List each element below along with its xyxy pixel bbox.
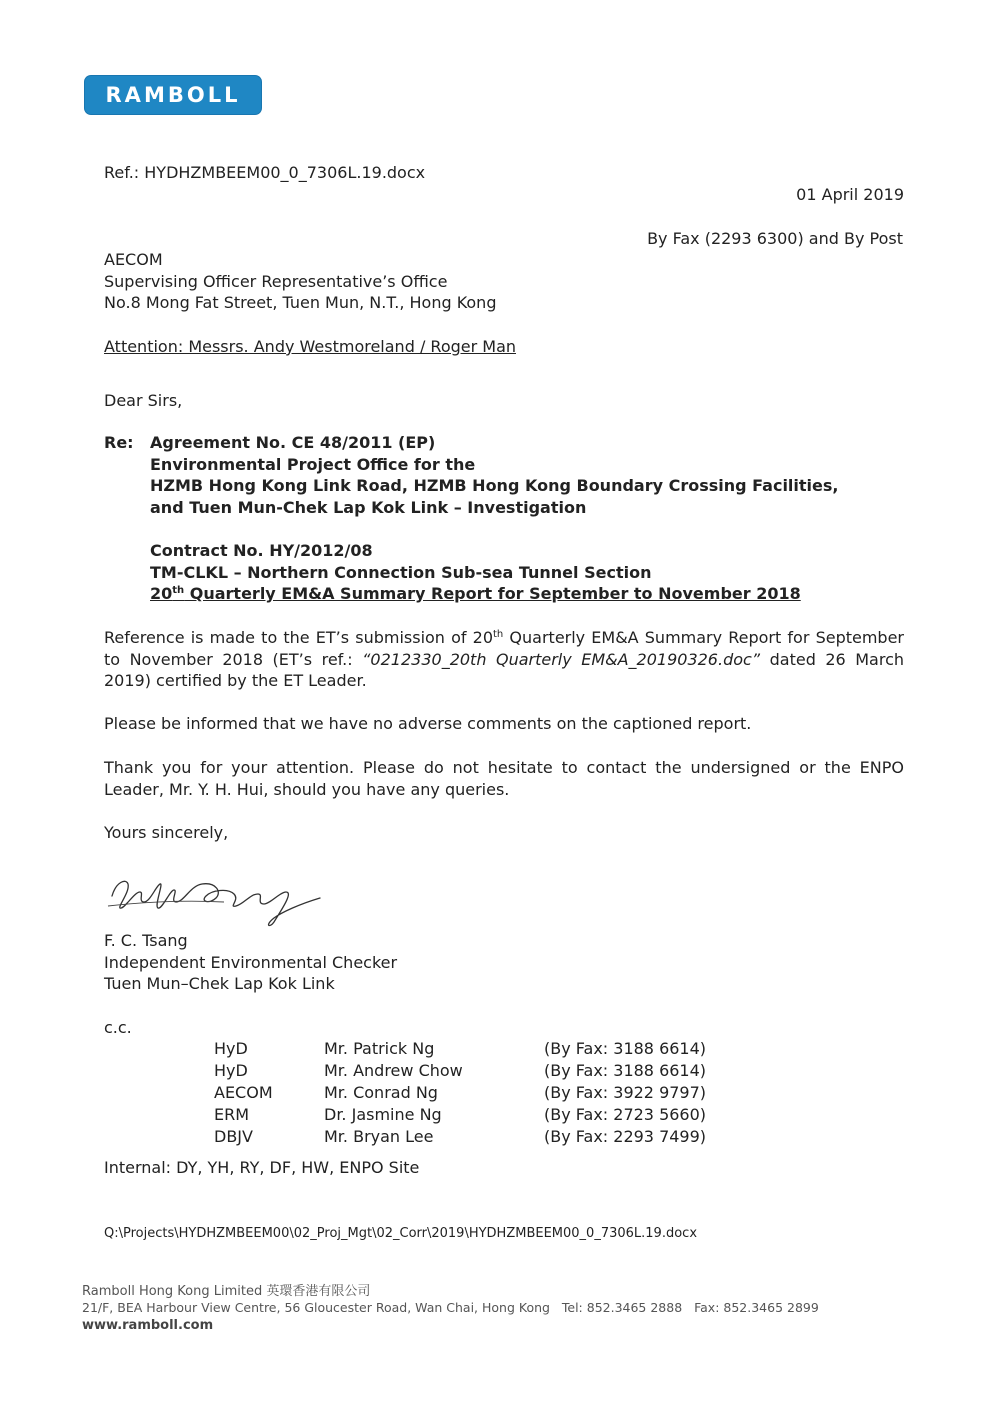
cc-org: AECOM [214,1083,273,1102]
cc-person: Mr. Andrew Chow [324,1061,463,1080]
ramboll-logo [85,76,261,114]
cc-org: HyD [214,1039,248,1058]
addressee-address: No.8 Mong Fat Street, Tuen Mun, N.T., Hong Kong [104,293,497,312]
body-paragraph-2: Please be informed that we have no adverse comments on the captioned report. [104,714,752,733]
signatory-title: Independent Environmental Checker [104,952,398,972]
re-label: Re: [104,433,134,452]
signatory-name: F. C. Tsang [104,931,188,950]
footer-address: 21/F, BEA Harbour View Centre, 56 Gloucester Road, Wan Chai, Hong Kong [82,1300,550,1315]
internal-distribution: Internal: DY, YH, RY, DF, HW, ENPO Site [104,1158,420,1177]
closing: Yours sincerely, [104,823,229,842]
cc-fax: (By Fax: 3922 9797) [544,1083,707,1102]
contract-block [150,540,801,605]
cc-person: Dr. Jasmine Ng [324,1105,442,1124]
subject-line-2: Environmental Project Office for the [150,454,476,474]
contract-number: Contract No. HY/2012/08 [150,541,373,560]
subject-line-3: HZMB Hong Kong Link Road, HZMB Hong Kong Boundary Crossing Facilities, [150,476,839,495]
addressee-org: AECOM [104,250,163,269]
report-number: 20 [150,584,173,603]
cc-label: c.c. [104,1018,132,1037]
footer-tel: Tel: 852.3465 2888 [561,1300,683,1315]
subject-line-1: Agreement No. CE 48/2011 (EP) [150,433,436,452]
body-paragraph-1: Reference is made to the ET’s submission of 20th Quarterly EM&A Summary Report for September to November 2018 (ET’s ref.: “0212330_20th Quarterly EM&A_20190326.doc” dated 26 March 2019) certified by the ET Leader. [104,628,905,690]
subject-line-4: and Tuen Mun-Chek Lap Kok Link – Investigation [150,497,587,517]
cc-person: Mr. Patrick Ng [324,1039,435,1058]
cc-list [214,1039,734,1154]
footer-fax: Fax: 852.3465 2899 [694,1300,819,1315]
cc-org: DBJV [214,1127,253,1146]
cc-org: HyD [214,1061,248,1080]
signatory-block [104,930,397,995]
report-suffix: th [172,585,185,596]
salutation: Dear Sirs, [104,391,183,410]
delivery-method: By Fax (2293 6300) and By Post [647,229,903,248]
contract-section: TM-CLKL – Northern Connection Sub-sea Tunnel Section [150,562,652,582]
addressee-block [104,249,496,314]
footer-company: Ramboll Hong Kong Limited 英環香港有限公司 [82,1284,371,1299]
logo-text: RAMBOLL [105,83,241,107]
body-paragraph-3: Thank you for your attention. Please do not hesitate to contact the undersigned or the ENPO Leader, Mr. Y. H. Hui, should you have any queries. [104,758,904,799]
cc-person: Mr. Conrad Ng [324,1083,438,1102]
letter-date: 01 April 2019 [796,185,904,204]
report-title-rest: Quarterly EM&A Summary Report for September to November 2018 [184,584,801,603]
file-path: Q:\Projects\HYDHZMBEEM00\02_Proj_Mgt\02_Corr\2019\HYDHZMBEEM00_0_7306L.19.docx [104,1226,698,1241]
reference-number: Ref.: HYDHZMBEEM00_0_7306L.19.docx [104,163,426,182]
cc-org: ERM [214,1105,250,1124]
cc-fax: (By Fax: 3188 6614) [544,1039,707,1058]
footer-website-link[interactable]: www.ramboll.com [82,1318,214,1333]
report-title [150,583,801,605]
attention-line: Attention: Messrs. Andy Westmoreland / Roger Man [104,337,517,356]
footer-contact-line [82,1300,819,1315]
cc-fax: (By Fax: 2293 7499) [544,1127,707,1146]
signatory-project: Tuen Mun–Chek Lap Kok Link [104,974,335,993]
subject-block [150,432,838,518]
cc-fax: (By Fax: 3188 6614) [544,1061,707,1080]
cc-fax: (By Fax: 2723 5660) [544,1105,707,1124]
handwritten-signature [104,862,334,932]
addressee-office: Supervising Officer Representative’s Office [104,271,448,291]
cc-person: Mr. Bryan Lee [324,1127,434,1146]
